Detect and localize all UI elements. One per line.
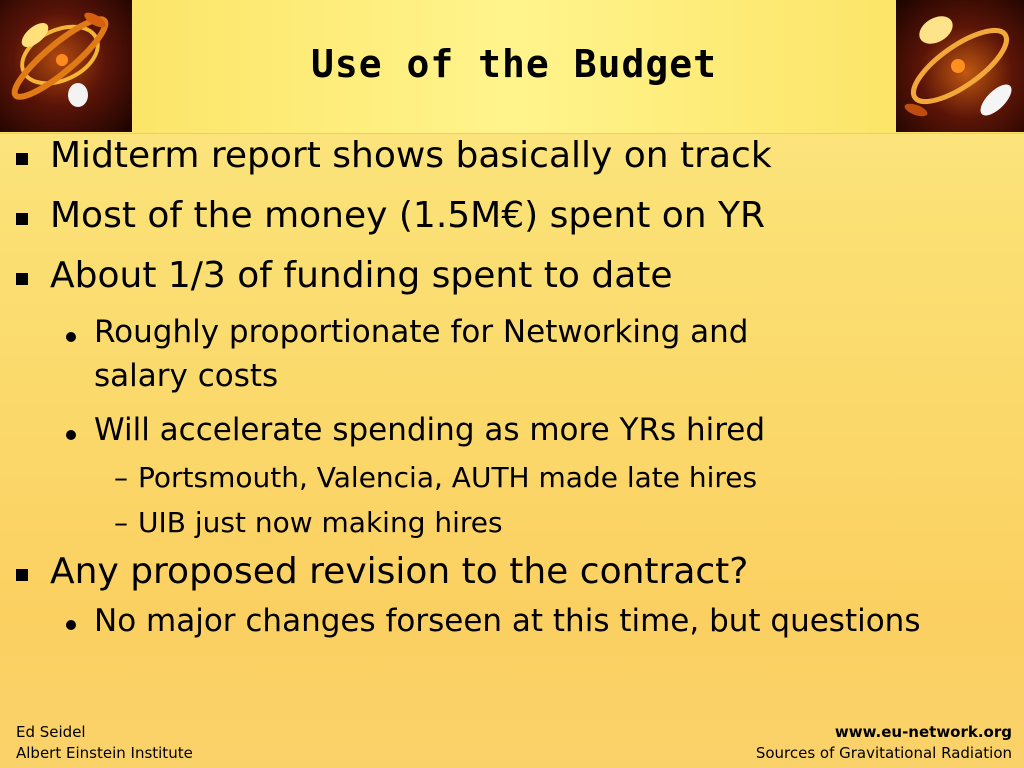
sub-sub-bullet-text: UIB just now making hires [138,506,503,539]
bullet-text: Most of the money (1.5M€) spent on YR [50,195,766,236]
bullet-text: Midterm report shows basically on track [50,135,772,176]
footer-author: Ed Seidel [16,723,86,741]
slide-title: Use of the Budget [311,42,717,86]
sub-bullet-text-continued: salary costs [94,358,279,394]
dash-bullet-icon: – [114,461,128,494]
round-bullet-icon [66,332,76,342]
round-bullet-icon [66,430,76,440]
bullet-text: About 1/3 of funding spent to date [50,255,673,296]
footer-subtitle: Sources of Gravitational Radiation [755,744,1012,762]
footer-institute: Albert Einstein Institute [16,744,193,762]
footer-url-link[interactable]: www.eu-network.org [834,723,1012,741]
title-band [0,0,1024,134]
galaxy-swirl-left-icon [0,0,132,132]
sub-sub-bullet-text: Portsmouth, Valencia, AUTH made late hires [138,461,758,494]
footer-right [756,722,1012,764]
square-bullet-icon [16,569,28,581]
dash-bullet-icon: – [114,506,128,539]
square-bullet-icon [16,273,28,285]
square-bullet-icon [16,153,28,165]
sub-bullet-text: No major changes forseen at this time, but questions [94,603,921,639]
galaxy-swirl-right-icon [896,0,1024,132]
corner-image-right [896,0,1024,132]
corner-image-left [0,0,132,132]
square-bullet-icon [16,213,28,225]
sub-bullet-text: Will accelerate spending as more YRs hired [94,412,766,448]
footer-left [16,722,193,764]
bullet-text: Any proposed revision to the contract? [50,551,749,592]
sub-bullet-text: Roughly proportionate for Networking and [94,314,749,350]
round-bullet-icon [66,620,76,630]
